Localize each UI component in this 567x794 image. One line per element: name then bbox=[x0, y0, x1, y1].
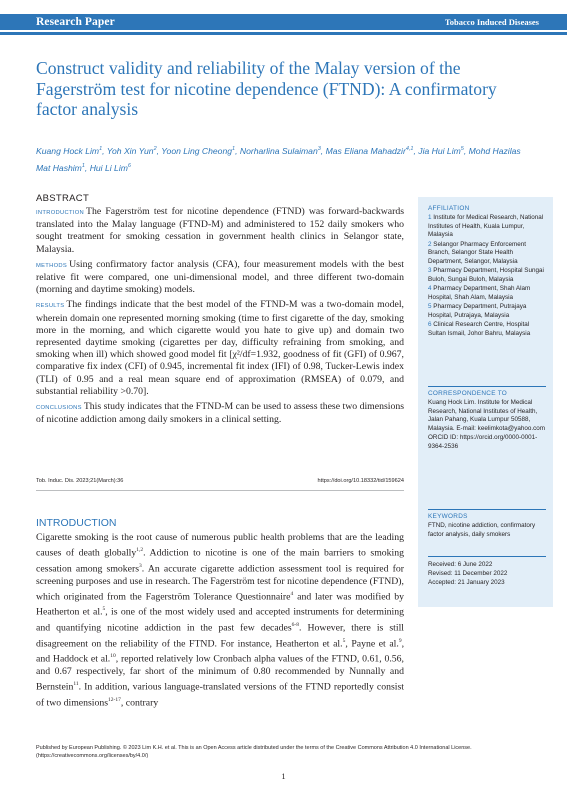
affiliation-number: 1 bbox=[428, 214, 432, 221]
abstract-results-label: RESULTS bbox=[36, 303, 65, 310]
doi-link[interactable]: https://doi.org/10.18332/tid/159624 bbox=[317, 478, 404, 484]
abstract-introduction-label: INTRODUCTION bbox=[36, 210, 85, 216]
author-affiliation-mark: 1 bbox=[232, 146, 236, 152]
abstract-methods bbox=[36, 259, 404, 297]
citation-mark: 6-8 bbox=[291, 622, 300, 629]
accepted-date: Accepted: 21 January 2023 bbox=[428, 579, 505, 586]
affiliation-text: Pharmacy Department, Putrajaya Hospital, Putrajaya, Malaysia bbox=[428, 303, 527, 319]
affiliation-number: 2 bbox=[428, 240, 432, 248]
citation-divider bbox=[36, 490, 404, 491]
abstract-heading: ABSTRACT bbox=[36, 193, 90, 204]
abstract-methods-text: Using confirmatory factor analysis (CFA), four measurement models with the best relative fit were compared, one uni-dimensional model, and three different two-domain (morning and daytime smoking) models. bbox=[36, 258, 404, 296]
body-text-segment: and later was modified by Heatherton et al. bbox=[36, 591, 405, 618]
introduction-heading: INTRODUCTION bbox=[36, 517, 117, 529]
abstract-introduction bbox=[36, 206, 404, 256]
citation-mark: 9 bbox=[398, 637, 402, 644]
author-affiliation-mark: 6 bbox=[127, 162, 131, 169]
affiliation-item bbox=[428, 267, 546, 284]
affiliation-text: Pharmacy Department, Hospital Sungai Buloh, Sungai Buloh, Malaysia bbox=[428, 267, 544, 283]
affiliation-text: Institute for Medical Research, National Institutes of Health, Kuala Lumpur, Malaysia bbox=[428, 214, 544, 239]
received-date: Received: 6 June 2022 bbox=[428, 561, 493, 568]
author-list: Kuang Hock Lim$^1$, Yoh Xin Yun$^2$, Yoon Ling Cheong$^1$, Norharlina Sulaiman$^3$, Mas Eliana Mahadzir$^{4,1}$, Jia Hui Lim$^5$, Mohd Hazilas Mat Hashim$^1$, Hui Li Lim$^6$ bbox=[36, 145, 521, 173]
author-affiliation-mark: 3 bbox=[317, 146, 321, 152]
affiliation-heading: AFFILIATION bbox=[428, 205, 470, 212]
affiliation-number: 6 bbox=[428, 320, 432, 328]
keywords-heading: KEYWORDS bbox=[428, 513, 468, 520]
body-text-segment: . Addiction to nicotine is one of the main barriers to smoking cessation among smokers bbox=[36, 547, 404, 575]
author-name: Mas Eliana Mahadzir bbox=[325, 145, 406, 156]
affiliation-number: 4 bbox=[428, 285, 432, 293]
citation-mark: 11 bbox=[73, 681, 79, 688]
body-text-segment: , Payne et al. bbox=[345, 637, 399, 649]
sidebar-divider bbox=[428, 556, 546, 557]
introduction-paragraph bbox=[36, 532, 404, 709]
body-text-segment: . An accurate cigarette addiction assessment tool is required for screening purposes and use in research. The Fagerström test for nicotine dependence (FTND), which originated from the Fagerström Tolerance Questionnaire bbox=[36, 563, 404, 603]
citation-mark: 1,2 bbox=[136, 547, 144, 554]
body-text-segment: , is one of the most widely used and accepted instruments for determining and quantifying nicotine addiction in the past few decades bbox=[36, 606, 404, 634]
author-name: Jia Hui Lim bbox=[418, 145, 461, 156]
body-text-segment: , and Haddock et al. bbox=[36, 637, 404, 665]
author-affiliation-mark: 2 bbox=[153, 146, 157, 152]
author-affiliation-mark: 5 bbox=[460, 146, 464, 152]
abstract-results bbox=[36, 299, 404, 398]
abstract-conclusions-label: CONCLUSIONS bbox=[36, 405, 82, 412]
citation-mark: 5 bbox=[342, 637, 346, 644]
abstract-body bbox=[36, 206, 404, 429]
affiliation-text: Selangor Pharmacy Enforcement Branch, Selangor State Health Department, Selangor, Malaysia bbox=[428, 240, 527, 266]
body-text-segment: , contrary bbox=[120, 697, 159, 709]
revised-date: Revised: 11 December 2022 bbox=[428, 570, 508, 577]
license-footer: Published by European Publishing. © 2023 Lim K.H. et al. This is an Open Access article distributed under the terms of the Creative Commons Attribution 4.0 International License. (https://creativecommons.org/licenses/by/4.0/) bbox=[36, 745, 472, 759]
author-affiliation-mark: 1 bbox=[99, 146, 103, 152]
affiliation-text: Pharmacy Department, Shah Alam Hospital, Shah Alam, Malaysia bbox=[428, 285, 531, 301]
affiliation-number: 3 bbox=[428, 267, 432, 275]
affiliation-item bbox=[428, 285, 546, 302]
author-affiliation-mark: 1 bbox=[81, 162, 85, 169]
abstract-results-text: The findings indicate that the best model of the FTND-M was a two-domain model, wherein domain one represented morning smoking (time to first cigarette of the day, smoking more in the morning, and which cigarette would you hate to give up) and domain two represented daytime smoking (cigarettes per day, difficulty refraining from smoking, and smoking when ill) which showed good model fit [χ²/df=1.932, goodness of fit (GFI) of 0.967, comparative fix index (CFI) of 0.945, incremental fit index (IFI) of 0.98, Tucker-Lewis index (TLI) of 0.95 and a real mean square end of approximation (RMSEA) of 0.079, and substantial reliability >0.70]. bbox=[36, 299, 404, 397]
keywords-text: FTND, nicotine addiction, confirmatory factor analysis, daily smokers bbox=[428, 522, 536, 538]
section-label: Research Paper bbox=[36, 16, 115, 28]
body-text-segment: . However, there is still disagreement on the reliability of the FTND. For instance, Heatherton et al. bbox=[36, 622, 404, 649]
author-name: Norharlina Sulaiman bbox=[239, 145, 318, 156]
affiliation-item bbox=[428, 214, 546, 240]
abstract-methods-label: METHODS bbox=[36, 262, 68, 269]
citation: Tob. Induc. Dis. 2023;21(March):36 bbox=[36, 478, 124, 484]
citation-mark: 4 bbox=[290, 590, 294, 597]
article-title: Construct validity and reliability of the Malay version of the Fagerström test for nicotine dependence (FTND): A confirmatory factor analysis bbox=[36, 58, 497, 119]
citation-line bbox=[36, 478, 404, 484]
body-text-segment: . In addition, various language-translated versions of the FTND reportedly consist of two dimensions bbox=[36, 681, 404, 709]
abstract-conclusions-text: This study indicates that the FTND-M can be used to assess these two dimensions of nicotine addiction among daily smokers in a clinical setting. bbox=[36, 401, 404, 426]
sidebar-divider bbox=[428, 386, 546, 387]
affiliation-item bbox=[428, 321, 546, 338]
body-text-segment: , reported relatively low Cronbach alpha values of the FTND, 0.61, 0.56, and 0.67 respectively, far short of the minimum of 0.80 recommended by Nunnally and Bernstein bbox=[36, 653, 404, 693]
abstract-conclusions bbox=[36, 401, 404, 426]
affiliation-item bbox=[428, 241, 546, 267]
citation-mark: 12-17 bbox=[108, 696, 121, 703]
citation-mark: 5 bbox=[102, 606, 106, 613]
correspondence-text: Kuang Hock Lim. Institute for Medical Research, National Institutes of Health, Jalan Pahang, Kuala Lumpur 50588, Malaysia. E-mail: keelimkota@yahoo.com ORCID ID: https://orcid.org/0000-0001-9364-2536 bbox=[428, 399, 545, 450]
header-divider bbox=[0, 30, 567, 32]
correspondence-heading: CORRESPONDENCE TO bbox=[428, 390, 508, 397]
author-name: Hui Li Lim bbox=[89, 162, 128, 173]
journal-name: Tobacco Induced Diseases bbox=[444, 17, 539, 27]
citation-mark: 10 bbox=[110, 653, 116, 660]
page-number: 1 bbox=[281, 771, 286, 781]
affiliation-item bbox=[428, 303, 546, 320]
sidebar-divider bbox=[428, 509, 546, 510]
author-name: Yoon Ling Cheong bbox=[161, 145, 233, 156]
author-name: Kuang Hock Lim bbox=[36, 145, 100, 156]
affiliation-number: 5 bbox=[428, 303, 432, 311]
affiliation-text: Clinical Research Centre, Hospital Sultan Ismail, Johor Bahru, Malaysia bbox=[428, 320, 531, 337]
author-affiliation-mark: 4,1 bbox=[405, 146, 414, 152]
body-text-segment: Cigarette smoking is the root cause of numerous public health problems that are the leading causes of death globally bbox=[36, 532, 404, 559]
header-bar bbox=[0, 14, 567, 35]
author-name: Mohd Hazilas Mat Hashim bbox=[36, 145, 521, 173]
affiliation-list bbox=[428, 214, 546, 339]
abstract-introduction-text: The Fagerström test for nicotine dependence (FTND) was forward-backwards translated into the Malay language (FTND-M) and administered to 152 daily smokers who sought treatment for smoking cessation in government health clinics in Selangor state, Malaysia. bbox=[36, 206, 404, 255]
author-name: Yoh Xin Yun bbox=[106, 145, 154, 156]
citation-mark: 3 bbox=[139, 562, 142, 569]
